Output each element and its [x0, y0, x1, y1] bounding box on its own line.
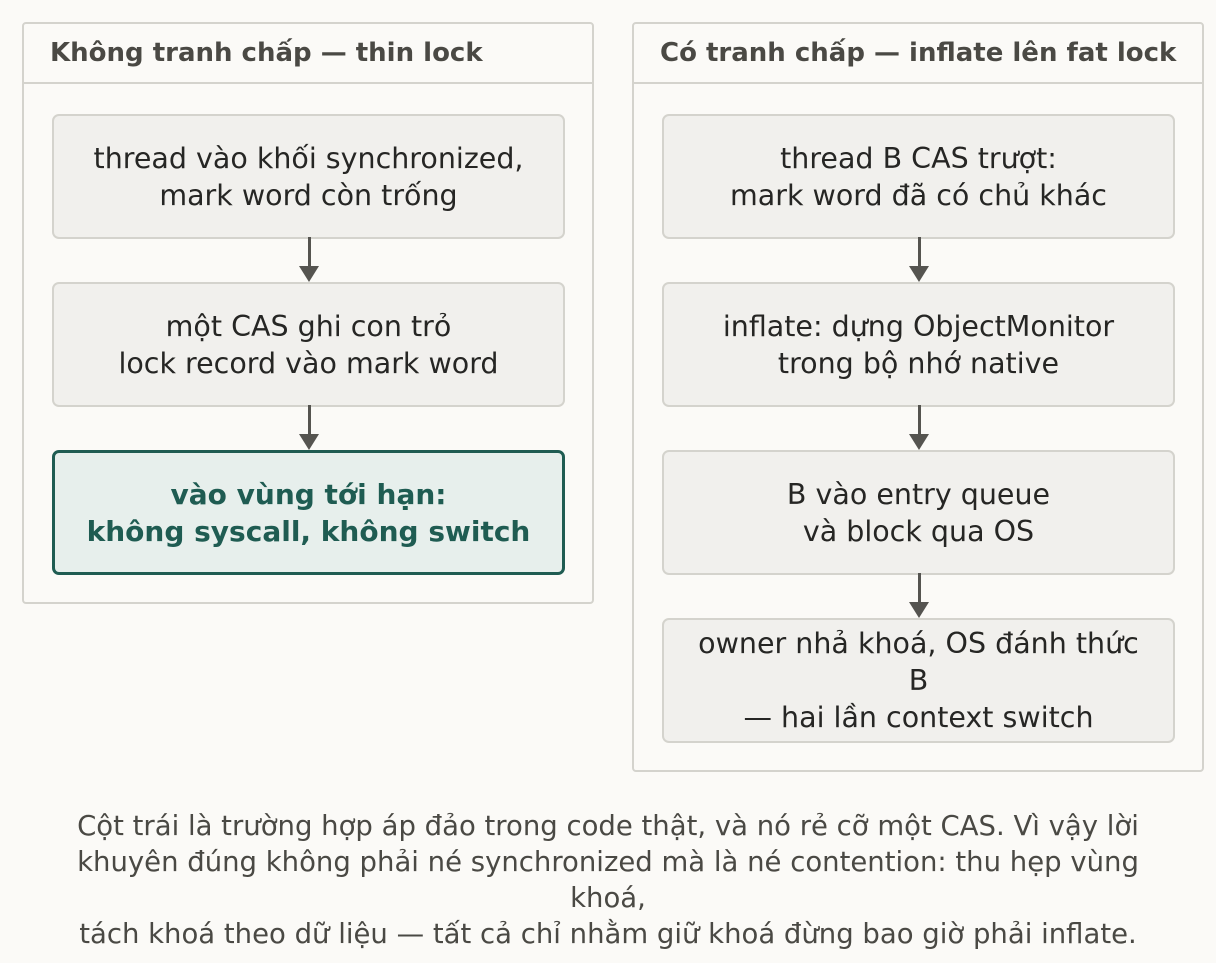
step-enter-synchronized-label: thread vào khối synchronized, mark word còn trống	[93, 141, 524, 212]
step-cas-lock-record	[52, 282, 565, 407]
arrow-down-icon	[299, 237, 319, 282]
step-enter-synchronized	[52, 114, 565, 239]
arrow-down-icon	[909, 237, 929, 282]
step-cas-fails	[662, 114, 1175, 239]
arrow-down-icon	[909, 573, 929, 618]
step-cas-fails-label: thread B CAS trượt: mark word đã có chủ khác	[730, 141, 1107, 212]
step-entry-queue	[662, 450, 1175, 575]
contended-panel	[632, 22, 1204, 772]
step-inflate-monitor	[662, 282, 1175, 407]
step-critical-section	[52, 450, 565, 575]
step-critical-section-label: vào vùng tới hạn: không syscall, không switch	[86, 477, 531, 548]
caption-text: Cột trái là trường hợp áp đảo trong code thật, và nó rẻ cỡ một CAS. Vì vậy lời khuyên đúng không phải né synchronized mà là né contention: thu hẹp vùng khoá, tách khoá theo dữ liệu — tất cả chỉ nhằm giữ khoá đừng bao giờ phải inflate.	[77, 810, 1139, 950]
step-owner-release-label: owner nhả khoá, OS đánh thức B — hai lần context switch	[698, 627, 1139, 734]
step-entry-queue-label: B vào entry queue và block qua OS	[786, 477, 1051, 548]
arrow-down-icon	[909, 405, 929, 450]
contended-panel-title: Có tranh chấp — inflate lên fat lock	[634, 24, 1202, 84]
uncontended-panel	[22, 22, 594, 604]
arrow-down-icon	[299, 405, 319, 450]
step-cas-lock-record-label: một CAS ghi con trỏ lock record vào mark word	[118, 309, 499, 380]
step-inflate-monitor-label: inflate: dựng ObjectMonitor trong bộ nhớ native	[722, 309, 1115, 380]
step-owner-release	[662, 618, 1175, 743]
uncontended-panel-title: Không tranh chấp — thin lock	[24, 24, 592, 84]
